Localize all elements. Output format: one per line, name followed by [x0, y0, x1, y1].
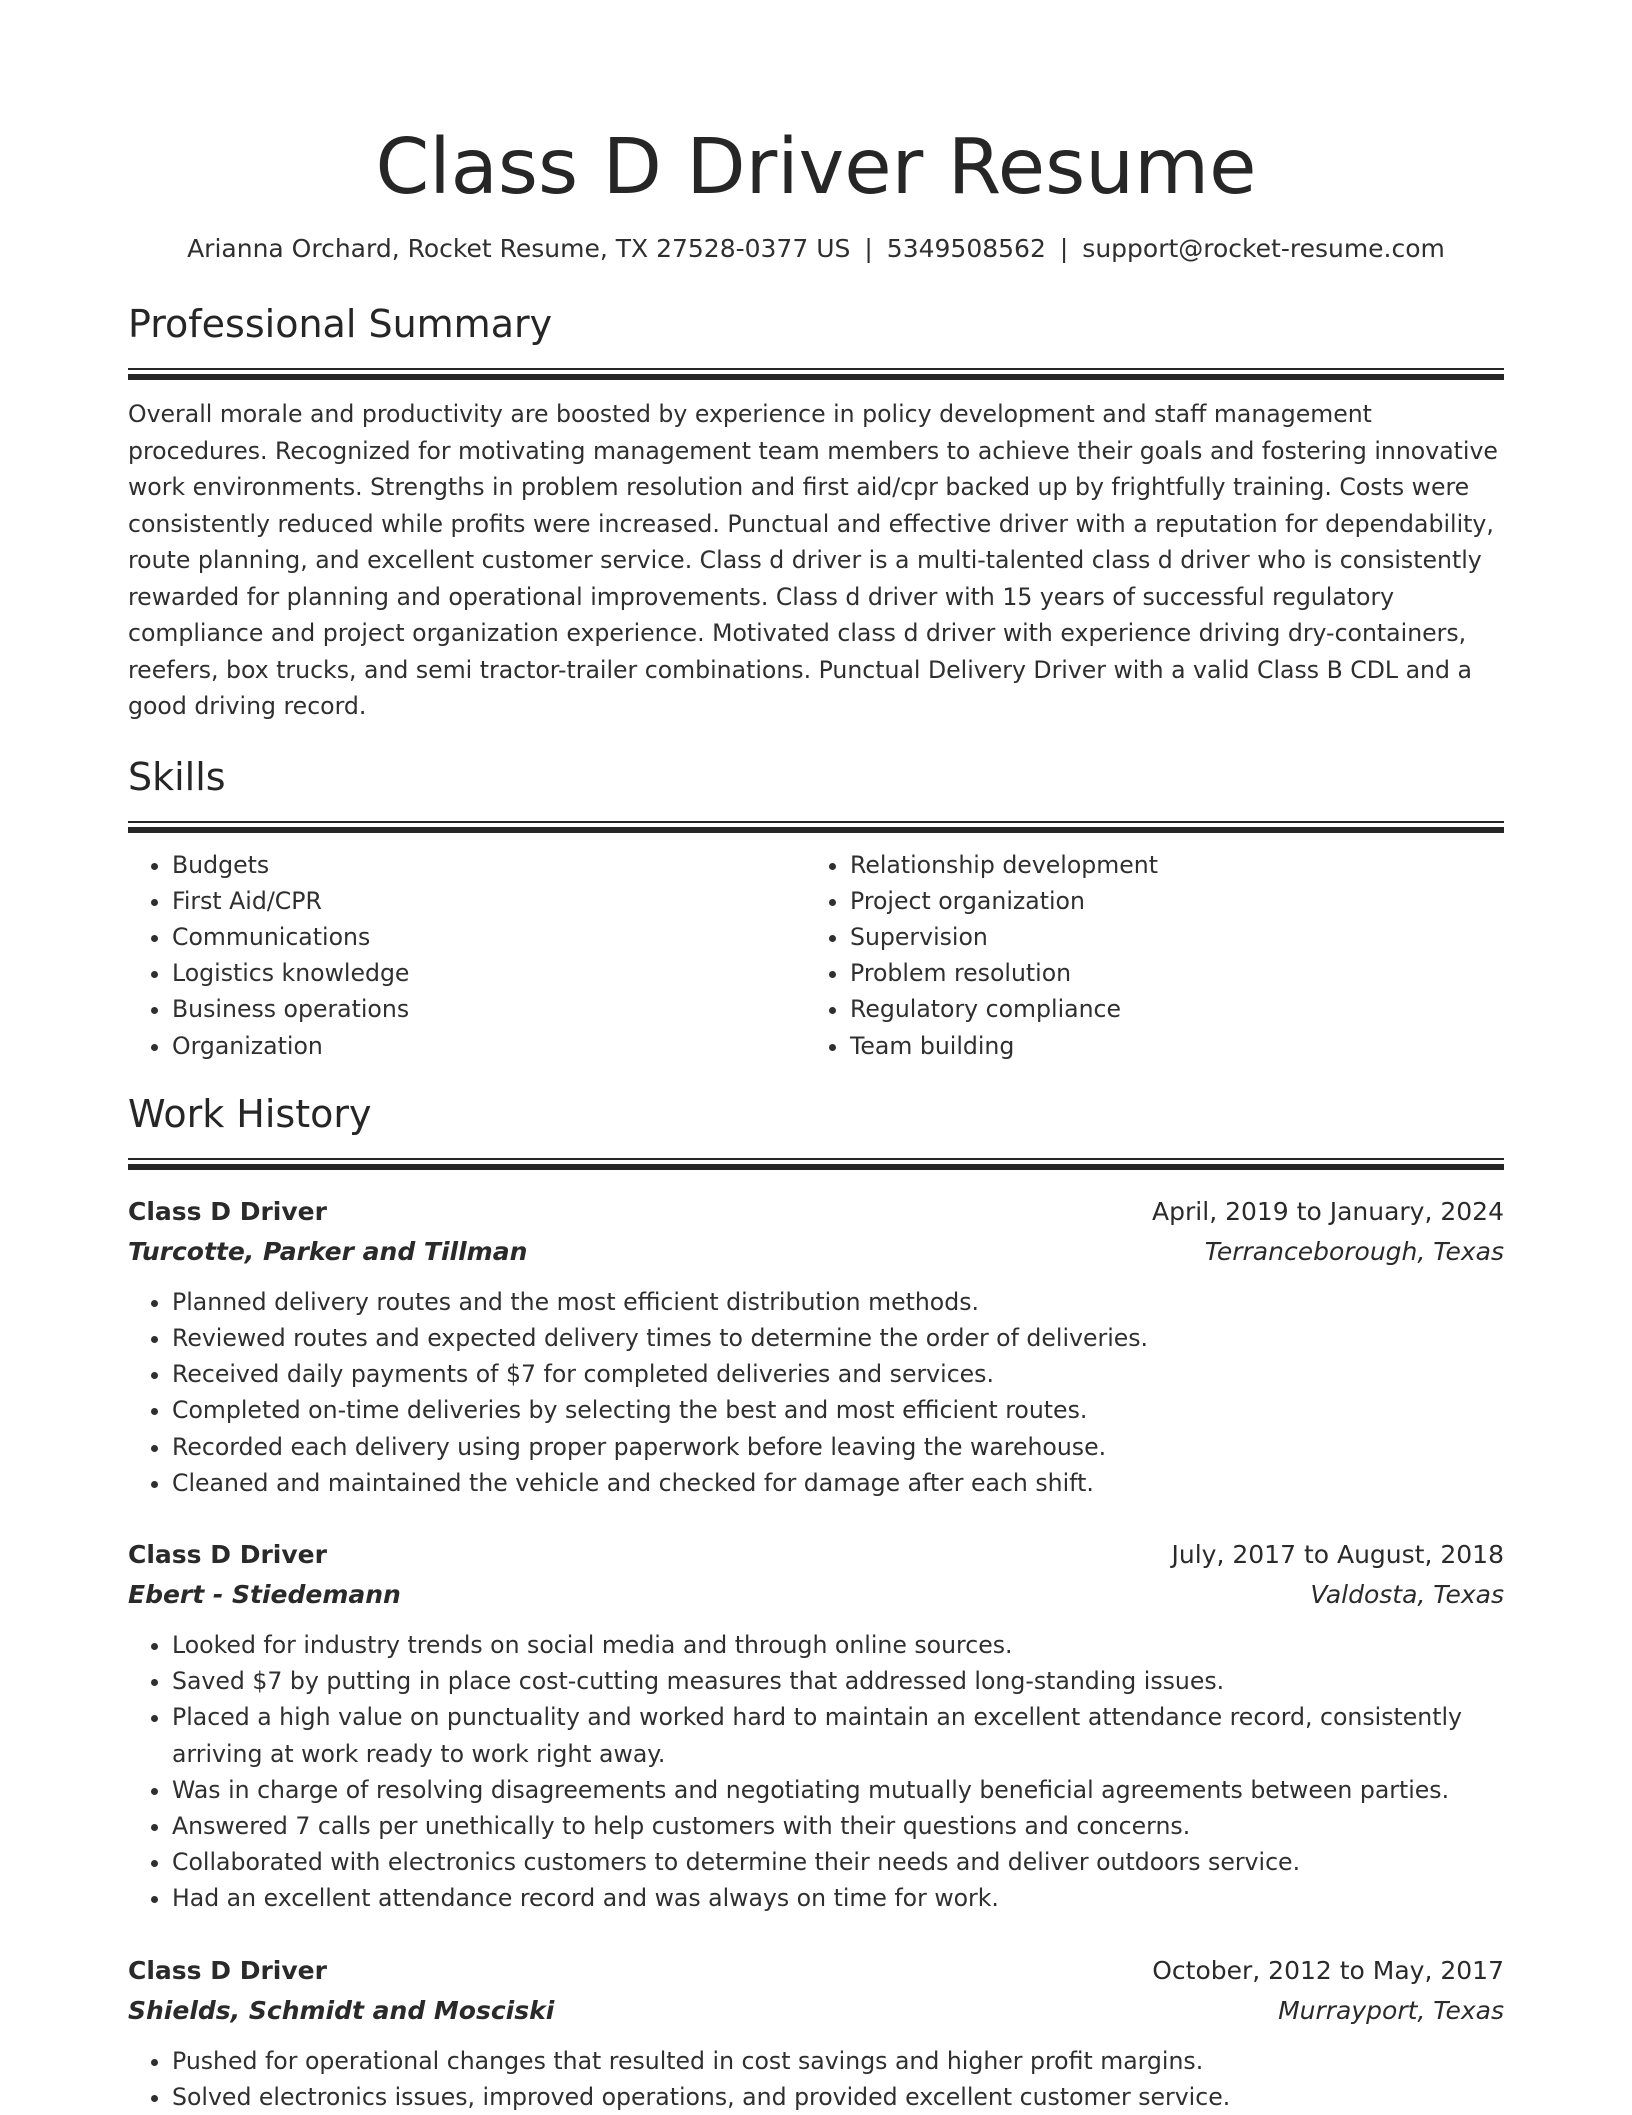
- skills-grid: [128, 847, 1504, 1064]
- work-history-section: [128, 1090, 1504, 2115]
- skill-item: • Organization: [172, 1028, 806, 1064]
- skill-item: • Budgets: [172, 847, 806, 883]
- skills-column-left: [128, 847, 806, 1064]
- section-divider: [128, 821, 1504, 833]
- skill-item: • First Aid/CPR: [172, 883, 806, 919]
- job-bullet: • Had an excellent attendance record and was always on time for work.: [172, 1880, 1504, 1916]
- skill-item: • Problem resolution: [850, 955, 1484, 991]
- section-heading-summary: Professional Summary: [128, 302, 553, 346]
- skill-item: • Supervision: [850, 919, 1484, 955]
- job-title: Class D Driver: [128, 1196, 327, 1226]
- job-entry: [128, 1951, 1504, 2115]
- job-bullet: • Looked for industry trends on social media and through online sources.: [172, 1627, 1504, 1663]
- job-bullet: • Planned delivery routes and the most efficient distribution methods.: [172, 1284, 1504, 1320]
- job-bullet: • Cleaned and maintained the vehicle and checked for damage after each shift.: [172, 1465, 1504, 1501]
- job-bullet: • Placed a high value on punctuality and worked hard to maintain an excellent attendance record, consistently arriving at work ready to work right away.: [172, 1699, 1504, 1771]
- job-bullet: • Reviewed routes and expected delivery times to determine the order of deliveries.: [172, 1320, 1504, 1356]
- resume-page: [128, 0, 1504, 2115]
- skills-section: [128, 753, 1504, 1064]
- section-divider: [128, 1158, 1504, 1170]
- job-location: Valdosta, Texas: [1310, 1579, 1504, 1609]
- skill-item: • Project organization: [850, 883, 1484, 919]
- professional-summary-section: [128, 300, 1504, 725]
- job-bullet: • Completed on-time deliveries by selecting the best and most efficient routes.: [172, 1392, 1504, 1428]
- job-company: Ebert - Stiedemann: [128, 1579, 401, 1609]
- job-bullets: [128, 1627, 1504, 1917]
- contact-line: [128, 232, 1504, 266]
- job-bullets: [128, 1284, 1504, 1501]
- skill-item: • Communications: [172, 919, 806, 955]
- job-location: Murrayport, Texas: [1278, 1995, 1504, 2025]
- job-header-row: [128, 1535, 1504, 1575]
- section-heading-skills: Skills: [128, 754, 226, 799]
- skill-item: • Business operations: [172, 991, 806, 1027]
- job-header-row: [128, 1951, 1504, 1991]
- job-location: Terranceborough, Texas: [1204, 1236, 1504, 1266]
- contact-email: support@rocket-resume.com: [1082, 234, 1445, 263]
- summary-text: Overall morale and productivity are boosted by experience in policy development and staff management procedures. Recognized for motivating management team members to achieve their goals and fostering innovative work environments. Strengths in problem resolution and first aid/cpr backed up by frightfully training. Costs were consistently reduced while profits were increased. Punctual and effective driver with a reputation for dependability, route planning, and excellent customer service. Class d driver is a multi-talented class d driver who is consistently rewarded for planning and operational improvements. Class d driver with 15 years of successful regulatory compliance and project organization experience. Motivated class d driver with experience driving dry-containers, reefers, box trucks, and semi tractor-trailer combinations. Punctual Delivery Driver with a valid Class B CDL and a good driving record.: [128, 400, 1498, 720]
- contact-phone: 5349508562: [886, 234, 1046, 263]
- job-bullets: [128, 2043, 1504, 2115]
- skill-item: • Logistics knowledge: [172, 955, 806, 991]
- job-dates: April, 2019 to January, 2024: [1152, 1196, 1504, 1226]
- job-dates: October, 2012 to May, 2017: [1152, 1955, 1504, 1985]
- job-title: Class D Driver: [128, 1955, 327, 1985]
- job-subheader-row: [128, 1575, 1504, 1615]
- job-subheader-row: [128, 1232, 1504, 1272]
- job-bullet: • Answered 7 calls per unethically to help customers with their questions and concerns.: [172, 1808, 1504, 1844]
- job-bullet: • Saved $7 by putting in place cost-cutting measures that addressed long-standing issues.: [172, 1663, 1504, 1699]
- job-bullet: • Received daily payments of $7 for completed deliveries and services.: [172, 1356, 1504, 1392]
- section-divider: [128, 368, 1504, 380]
- job-subheader-row: [128, 1991, 1504, 2031]
- contact-separator: |: [864, 234, 873, 263]
- job-entry: [128, 1535, 1504, 1917]
- page-title: Class D Driver Resume: [375, 123, 1257, 212]
- job-company: Shields, Schmidt and Mosciski: [128, 1995, 555, 2025]
- skill-item: • Relationship development: [850, 847, 1484, 883]
- skill-item: • Team building: [850, 1028, 1484, 1064]
- contact-separator: |: [1059, 234, 1069, 263]
- contact-address: Arianna Orchard, Rocket Resume, TX 27528-0377 US: [187, 234, 851, 263]
- job-bullet: • Collaborated with electronics customers to determine their needs and deliver outdoors service.: [172, 1844, 1504, 1880]
- job-bullet: • Pushed for operational changes that resulted in cost savings and higher profit margins.: [172, 2043, 1504, 2079]
- skill-item: • Regulatory compliance: [850, 991, 1484, 1027]
- job-entry: [128, 1192, 1504, 1501]
- job-header-row: [128, 1192, 1504, 1232]
- job-bullet: • Was in charge of resolving disagreements and negotiating mutually beneficial agreements between parties.: [172, 1772, 1504, 1808]
- job-title: Class D Driver: [128, 1539, 327, 1569]
- job-bullet: • Solved electronics issues, improved operations, and provided excellent customer service.: [172, 2079, 1504, 2115]
- skills-column-right: [806, 847, 1484, 1064]
- job-dates: July, 2017 to August, 2018: [1171, 1539, 1504, 1569]
- section-heading-work: Work History: [128, 1091, 372, 1136]
- job-bullet: • Recorded each delivery using proper paperwork before leaving the warehouse.: [172, 1429, 1504, 1465]
- job-company: Turcotte, Parker and Tillman: [128, 1236, 528, 1266]
